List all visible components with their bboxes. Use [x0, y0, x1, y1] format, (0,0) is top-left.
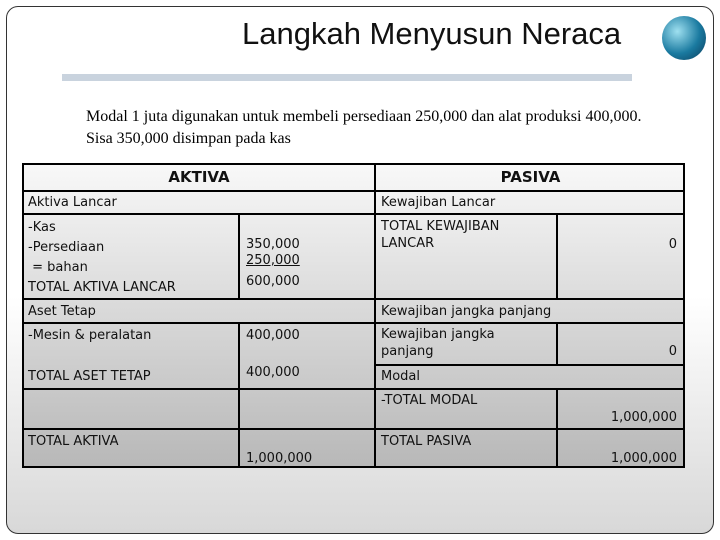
total-aktiva-lancar-value: 600,000: [246, 274, 300, 289]
slide-title: Langkah Menyusun Neraca: [242, 16, 622, 51]
aktiva-lancar-label: Aktiva Lancar: [28, 195, 117, 210]
balance-sheet-table: [22, 163, 685, 468]
divider: [556, 388, 558, 466]
kas-label: -Kas: [28, 220, 56, 235]
divider: [238, 213, 240, 300]
kewajiban-jp-item: Kewajiban jangka panjang: [381, 327, 495, 359]
divider: [24, 298, 683, 300]
globe-icon: [662, 16, 706, 60]
title-divider: [62, 74, 632, 81]
divider: [374, 165, 376, 466]
mesin-value: 400,000: [246, 328, 300, 343]
divider: [24, 190, 683, 192]
divider: [24, 213, 683, 215]
kewajiban-jp-label: Kewajiban jangka panjang: [381, 304, 552, 319]
persediaan-label: -Persediaan: [28, 240, 105, 255]
divider: [24, 428, 683, 430]
total-aktiva-lancar-label: TOTAL AKTIVA LANCAR: [28, 280, 176, 295]
divider: [556, 322, 558, 366]
total-pasiva-value: 1,000,000: [610, 451, 677, 466]
total-kewajiban-lancar-value: 0: [668, 237, 677, 252]
kewajiban-jp-value: 0: [668, 344, 677, 359]
total-aktiva-value: 1,000,000: [246, 451, 313, 466]
total-aset-tetap-label: TOTAL ASET TETAP: [28, 369, 151, 384]
kewajiban-lancar-label: Kewajiban Lancar: [381, 195, 496, 210]
total-modal-value: 1,000,000: [610, 410, 677, 425]
total-modal-label: -TOTAL MODAL: [381, 393, 478, 408]
description: [86, 106, 641, 150]
description-line: Sisa 350,000 disimpan pada kas: [86, 130, 291, 147]
divider: [24, 388, 683, 390]
aktiva-header: AKTIVA: [168, 168, 230, 186]
persediaan-value: 250,000: [246, 253, 300, 268]
total-kewajiban-lancar-label: TOTAL KEWAJIBAN LANCAR: [381, 219, 500, 251]
divider: [24, 322, 683, 324]
bahan-label: = bahan: [28, 260, 88, 275]
pasiva-header: PASIVA: [500, 168, 561, 186]
total-aktiva-label: TOTAL AKTIVA: [28, 434, 119, 449]
modal-label: Modal: [381, 369, 420, 384]
total-aset-tetap-value: 400,000: [246, 365, 300, 380]
description-line: Modal 1 juta digunakan untuk membeli persediaan 250,000 dan alat produksi 400,000.: [86, 108, 642, 125]
divider: [238, 322, 240, 466]
kas-value: 350,000: [246, 237, 300, 252]
mesin-label: -Mesin & peralatan: [28, 328, 152, 343]
divider: [556, 213, 558, 300]
total-pasiva-label: TOTAL PASIVA: [381, 434, 472, 449]
aset-tetap-label: Aset Tetap: [28, 304, 96, 319]
divider: [374, 364, 683, 366]
